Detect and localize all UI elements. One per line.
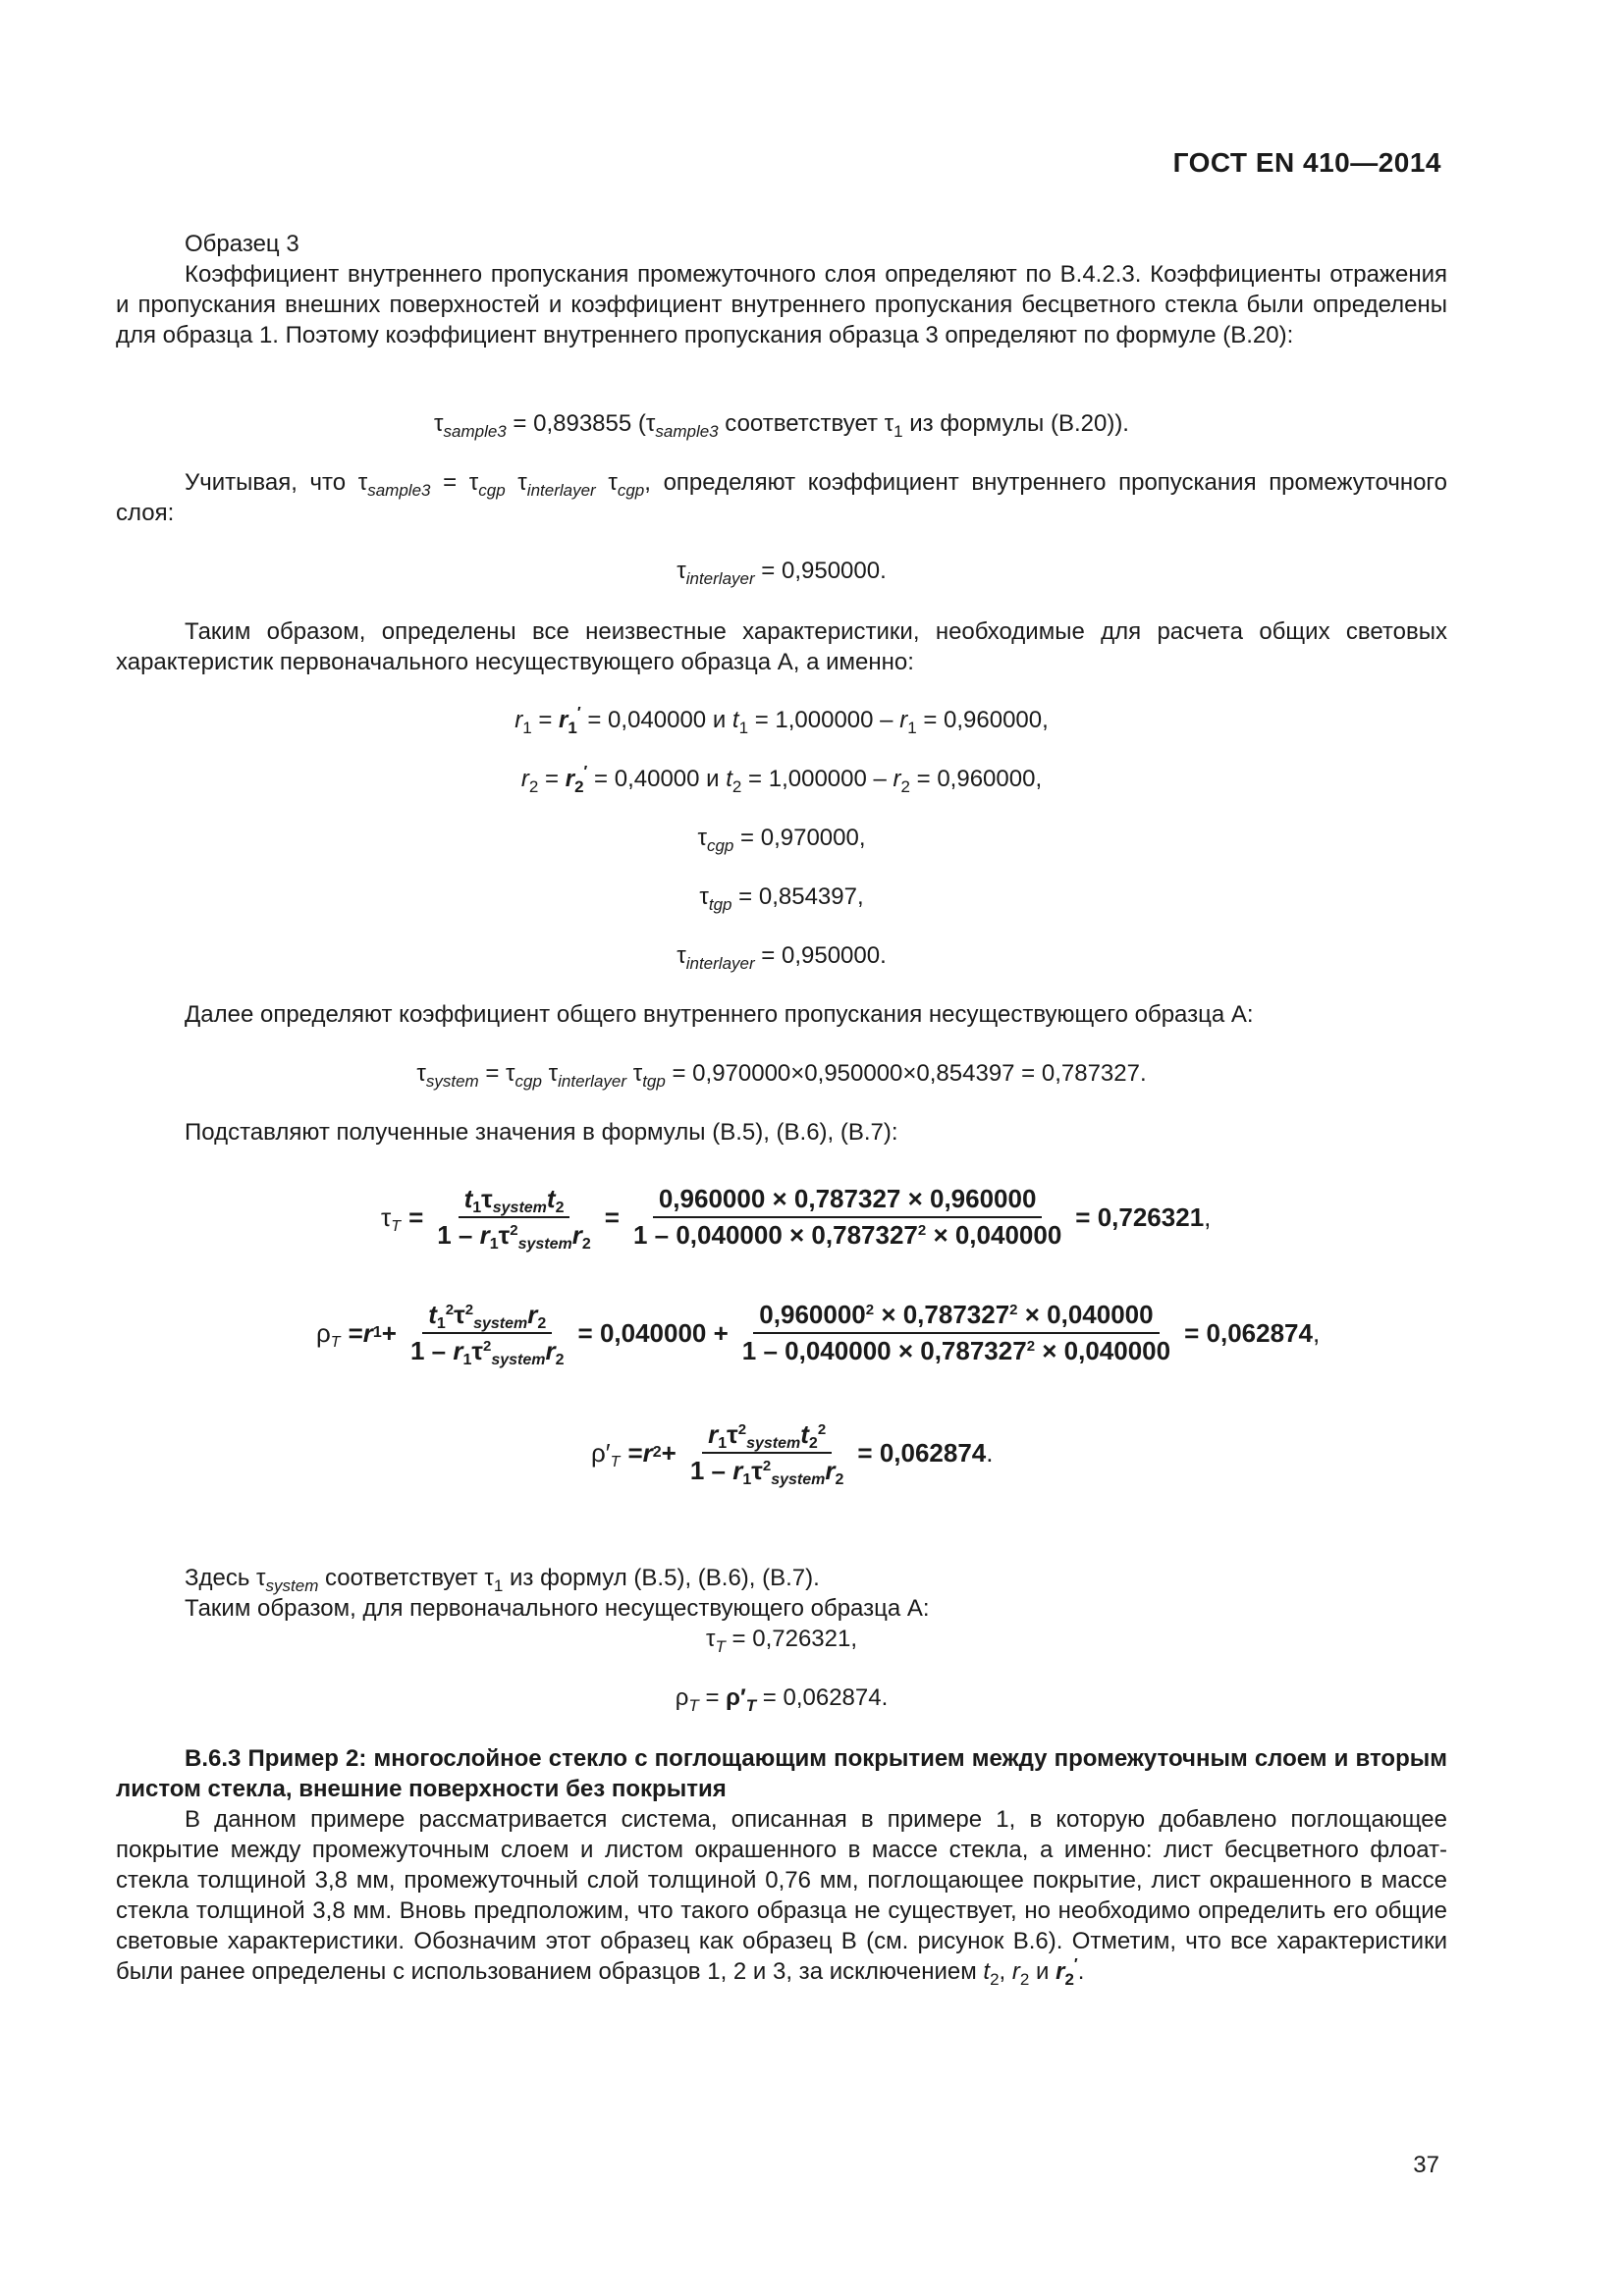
- eq-tau-cgp: $\tau_{cgp} = 0,970000$,: [697, 825, 866, 855]
- result-line-2: Таким образом, для первоначального несуществующего образца А:: [185, 1595, 930, 1622]
- sample3-title: Образец 3: [185, 231, 299, 257]
- eq-tau-sample3: $\tau_{sample3} = 0,893855$ ($\tau_{sample3}$ соответствует $\tau_1$ из формулы (В.20)).: [434, 410, 1129, 441]
- eq-tau-interlayer: $\tau_{interlayer} = 0,950000$.: [677, 558, 887, 588]
- formula-rho-prime-T: $\rho'_T$ = r 2 + $\frac{r_1\tau^2_{system}t_2^2}{1 - r_1\tau^2_{system}r_2}$ = 0,062874 .: [591, 1419, 994, 1488]
- eq-tau-interlayer-2: $\tau_{interlayer} = 0,950000$.: [677, 942, 887, 973]
- eq-r2: $r_2 = r_2' = 0,40000$ и $t_2 = 1,000000 - r_2 = 0,960000$,: [520, 764, 1043, 796]
- system-paragraph-2: Подставляют полученные значения в формулы (В.5), (В.6), (В.7):: [185, 1119, 898, 1146]
- formula-rho-T: $\rho_T$ = r 1 + $\frac{t_1^2\tau^2_{system}r_2}{1 - r_1\tau^2_{system}r_2}$ = 0,040000 + $\frac{0,960000^2 \times 0,787327^2 \times 0,040000}{1 - 0,040000 \times 0,787327^2 \times 0,040000}$ = 0,062874 ,: [316, 1300, 1321, 1368]
- eq-tau-system: $\tau_{system} = \tau_{cgp}$ $\tau_{interlayer}$ $\tau_{tgp} = 0,970000\times 0,950000\times 0,854397 = 0,787327$.: [416, 1060, 1147, 1091]
- section-heading: В.6.3 Пример 2: многослойное стекло с поглощающим покрытием между промежуточным слоем и вторым листом стекла, внешние поверхности без покрытия: [116, 1745, 1447, 1802]
- result-line-1: Здесь $\tau_{system}$ соответствует $\tau_1$ из формул (В.5), (В.6), (В.7).: [185, 1565, 820, 1595]
- sample3-paragraph: Коэффициент внутреннего пропускания промежуточного слоя определяют по В.4.2.3. Коэффициенты отражения и пропускания внешних поверхностей и коэффициент внутреннего пропускания бесцветного стекла были определены для образца 1. Поэтому коэффициент внутреннего пропускания образца 3 определяют по формуле (В.20):: [116, 261, 1447, 348]
- page-number: 37: [1413, 2152, 1439, 2178]
- eq-result-tau: $\tau_T = 0,726321$,: [706, 1626, 857, 1656]
- eq-r1: $r_1 = r_1' = 0,040000$ и $t_1 = 1,000000 - r_1 = 0,960000$,: [514, 705, 1049, 737]
- eq-result-rho: $\rho_T = \rho'_T = 0,062874$.: [675, 1684, 889, 1715]
- formula-tau-T: $\tau_T$ = $\frac{t_1\tau_{system}t_2}{1 - r_1\tau^2_{system}r_2}$ = $\frac{0,960000 \times 0,787327 \times 0,960000}{1 - 0,040000 \times 0,787327^2 \times 0,040000}$ = 0,726321 ,: [381, 1184, 1212, 1253]
- eq-tau-tgp: $\tau_{tgp} = 0,854397$,: [699, 883, 864, 914]
- summary-paragraph: Таким образом, определены все неизвестные характеристики, необходимые для расчета общих световых характеристик первоначального несуществующего образца А, а именно:: [116, 618, 1447, 675]
- document-header: ГОСТ EN 410—2014: [1172, 147, 1441, 178]
- section-paragraph: В данном примере рассматривается система, описанная в примере 1, в которую добавлено поглощающее покрытие между промежуточным слоем и листом окрашенного в массе стекла, а именно: лист бесцветного флоат-стекла толщиной 3,8 мм, промежуточный слой толщиной 0,76 мм, поглощающее покрытие, лист окрашенного в массе стекла толщиной 3,8 мм. Вновь предположим, что такого образца не существует, но необходимо определить его общие световые характеристики. Обозначим этот образец как образец B (см. рисунок В.6). Отметим, что все характеристики были ранее определены с использованием образцов 1, 2 и 3, за исключением $t_2$, $r_2$ и $r_2'$.: [116, 1806, 1447, 1989]
- system-paragraph: Далее определяют коэффициент общего внутреннего пропускания несуществующего образца А:: [185, 1001, 1254, 1028]
- sample3-paragraph-2: Учитывая, что $\tau_{sample3} = \tau_{cgp}$ $\tau_{interlayer}$ $\tau_{cgp}$, определяют коэффициент внутреннего пропускания промежуточного слоя:: [116, 469, 1448, 526]
